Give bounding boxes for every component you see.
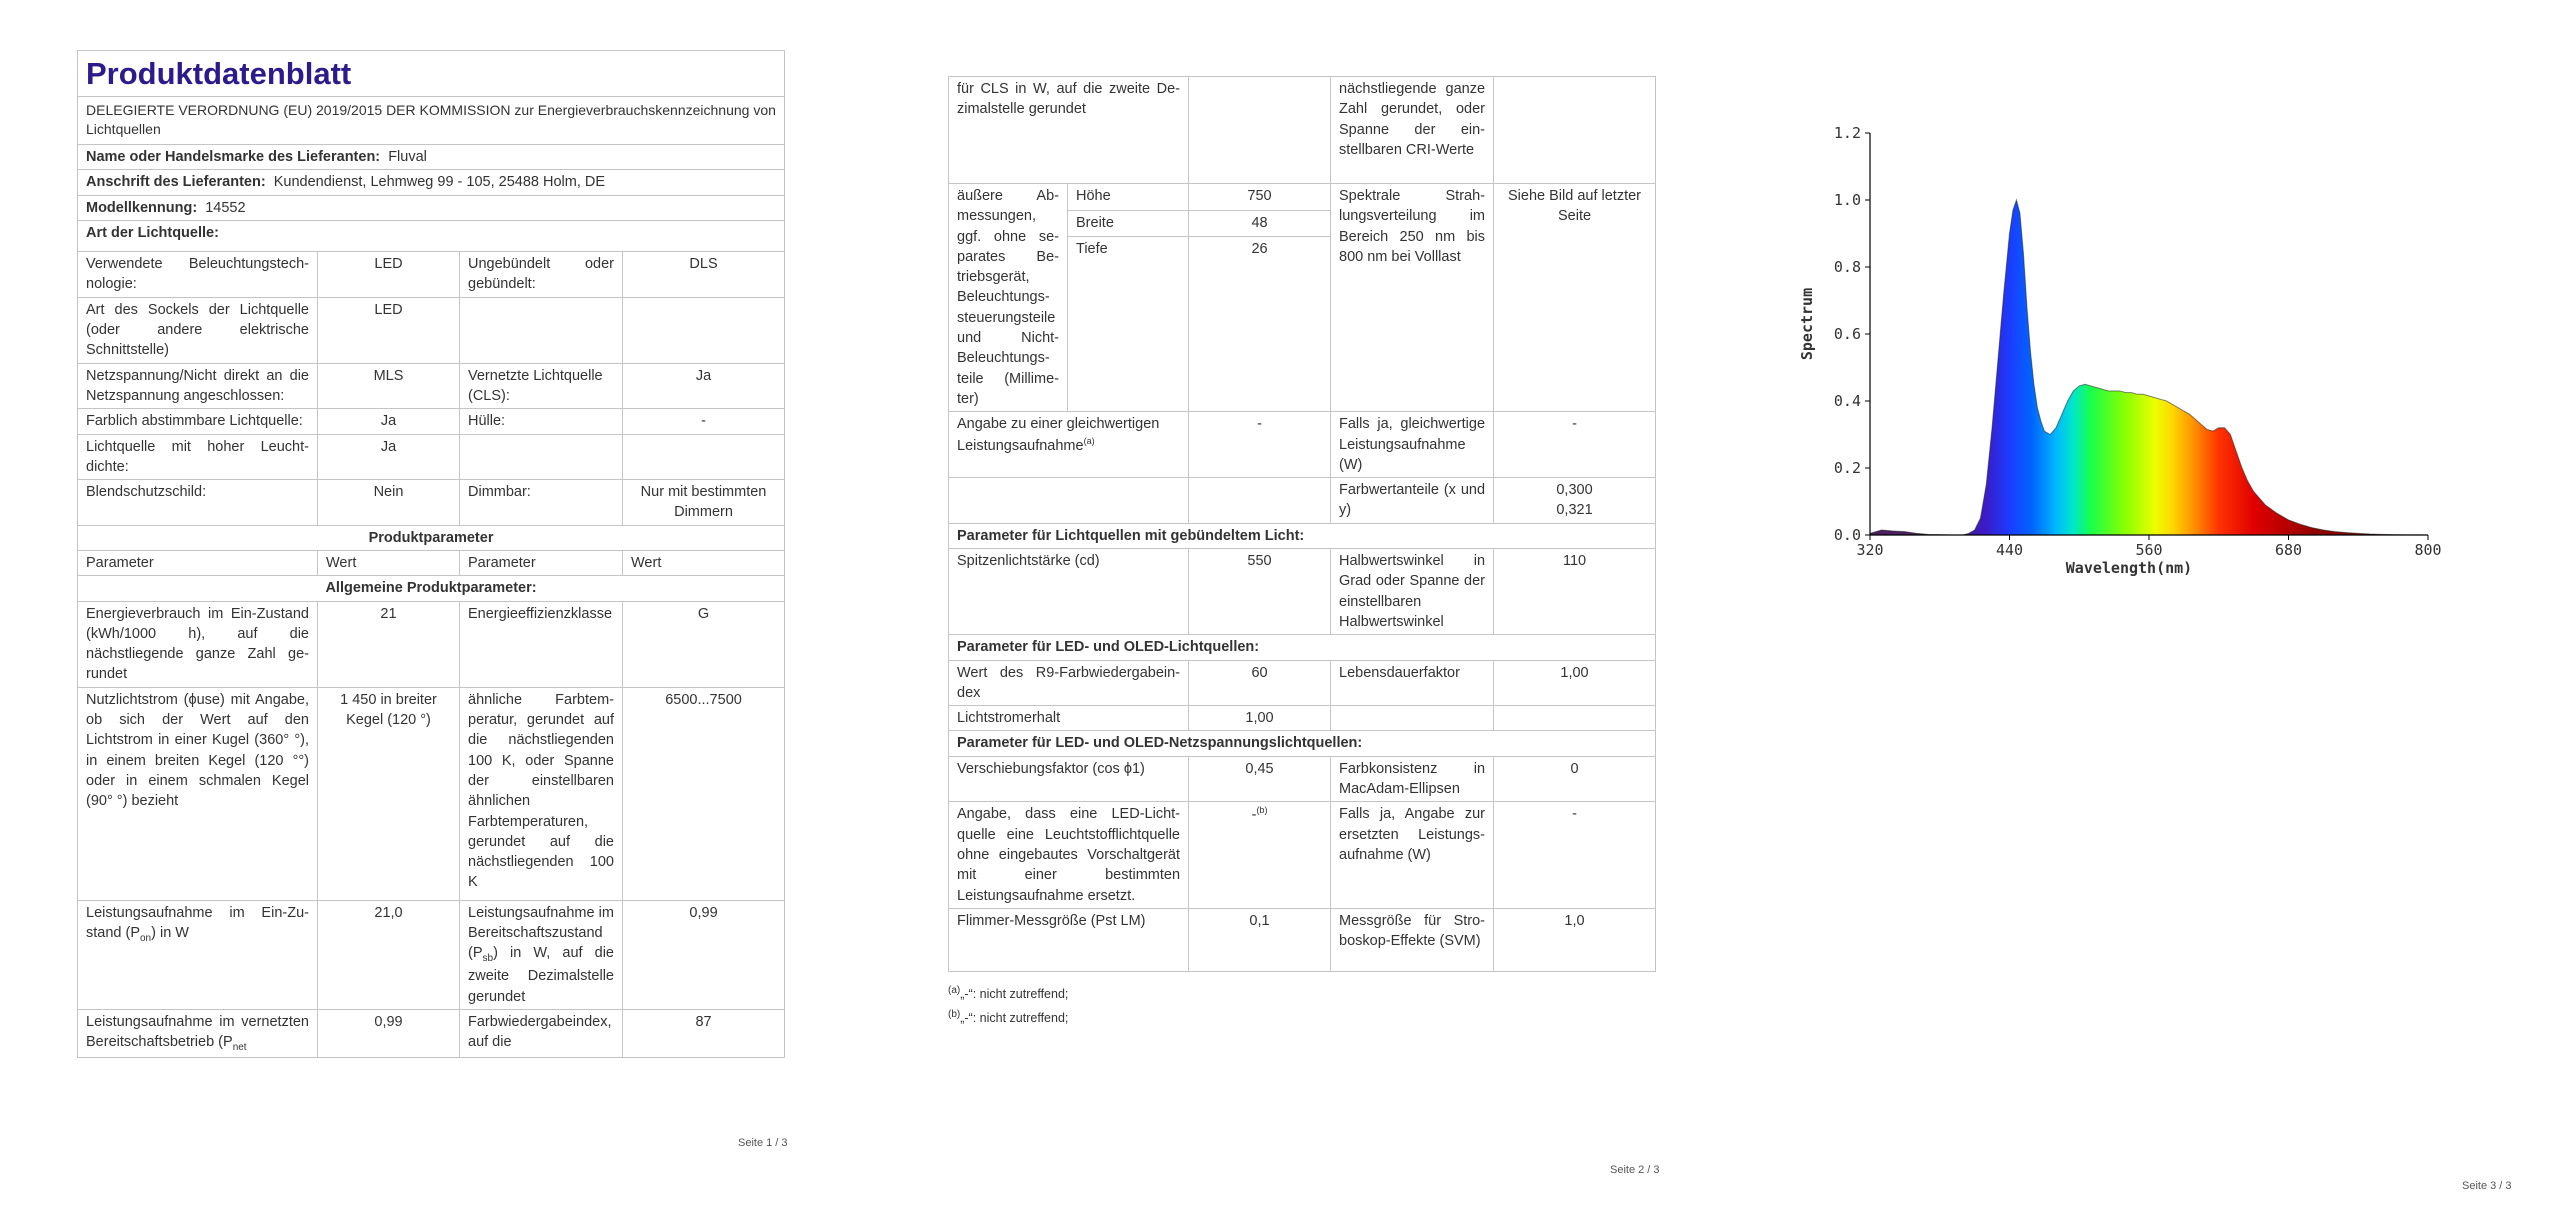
model-row <box>78 195 785 220</box>
cell-label: Farbwertanteile (x und y) <box>1331 478 1494 524</box>
cell-label: Art des Sockels der Lichtquelle (oder andere elektrische Schnittstelle) <box>78 297 318 363</box>
table-row <box>78 900 785 1009</box>
cell-label: Lichtstromerhalt <box>949 706 1189 731</box>
cell-value: - <box>1494 412 1656 478</box>
cell-label: Spektrale Strahlungsverteilung im Bereich 250 nm bis 800 nm bei Volllast <box>1331 184 1494 412</box>
cell-value: MLS <box>318 363 460 409</box>
cell-value: 0,99 <box>318 1009 460 1057</box>
cell-label: Lichtquelle mit hoher Leuchtdichte: <box>78 434 318 480</box>
y-tick-label: 0.4 <box>1833 392 1861 410</box>
cell-label <box>949 478 1189 524</box>
cell-value <box>623 297 785 363</box>
y-tick-label: 0.8 <box>1833 258 1861 276</box>
table-row <box>78 434 785 480</box>
cell-label: Energieeffizienzklasse <box>460 601 623 687</box>
table-row <box>78 297 785 363</box>
cell-label <box>1331 706 1494 731</box>
cell-value <box>1189 478 1331 524</box>
cell-value <box>1494 706 1656 731</box>
page-number: Seite 1 / 3 <box>738 1137 788 1149</box>
cell-value: Ja <box>318 434 460 480</box>
table-row <box>949 802 1656 908</box>
cell-label: Lebensdauerfaktor <box>1331 660 1494 706</box>
table-row <box>78 1009 785 1057</box>
x-axis-label: Wavelength(nm) <box>2065 559 2193 577</box>
spectrum-chart-svg <box>1778 112 2478 612</box>
cell-value: Ja <box>623 363 785 409</box>
supplier-label: Name oder Handelsmarke des Lieferanten: <box>86 148 381 165</box>
section-bundled: Parameter für Lichtquellen mit gebündeltem Licht: <box>949 523 1656 548</box>
cell-value: 110 <box>1494 549 1656 635</box>
cell-label: Farblich abstimmbare Lichtquelle: <box>78 409 318 434</box>
dims-label: äußere Abmessungen, ggf. ohne separates Betriebsgerät, Beleuchtungssteuerungsteile und Nicht-Beleuchtungsteile (Millimeter) <box>949 184 1068 412</box>
cell-label: Spitzenlichtstärke (cd) <box>949 549 1189 635</box>
y-axis-label: Spectrum <box>1798 287 1816 361</box>
table-row <box>949 184 1656 211</box>
table-header-row <box>78 550 785 575</box>
cell-label: Farbkonsistenz in MacAdam-Ellipsen <box>1331 756 1494 802</box>
cell-label: Wert des R9-Farbwiedergabeindex <box>949 660 1189 706</box>
table-row <box>78 687 785 900</box>
supplier-value: Fluval <box>388 148 427 165</box>
cell-label: Verschiebungsfaktor (cos ϕ1) <box>949 756 1189 802</box>
x-tick-label: 440 <box>1995 541 2024 559</box>
dim-value: 750 <box>1189 184 1331 211</box>
cell-label: Messgröße für Stroboskop-Effekte (SVM) <box>1331 908 1494 971</box>
cell-label: Farbwiedergabeindex, auf die <box>460 1009 623 1057</box>
cell-value: 0,99 <box>623 900 785 1009</box>
table-row <box>949 706 1656 731</box>
cell-value: DLS <box>623 252 785 298</box>
cell-label: Verwendete Beleuchtungstechnologie: <box>78 252 318 298</box>
cell-label: Angabe, dass eine LED-Lichtquelle eine Leuchtstofflichtquelle ohne eingebautes Vorschaltgerät mit einer bestimmten Leistungsaufnahme ersetzt. <box>949 802 1189 908</box>
cell-value: LED <box>318 252 460 298</box>
regulation-text: DELEGIERTE VERORDNUNG (EU) 2019/2015 DER KOMMISSION zur Energieverbrauchskennzeichnung von Lichtquellen <box>78 96 785 144</box>
cell-label: Leistungsaufnahme im Bereitschaftszustand $(P_{sb})$ in W, auf die zweite Dezimalstelle gerundet <box>460 900 623 1009</box>
cell-label: Flimmer-Messgröße (Pst LM) <box>949 908 1189 971</box>
cell-label: Nutzlichtstrom (ϕuse) mit Angabe, ob sich der Wert auf den Lichtstrom in einer Kugel (360° °), in einem breiten Kegel (120 °°) oder in einem schmalen Kegel (90° °) bezieht <box>78 687 318 900</box>
cell-value: 1,00 <box>1494 660 1656 706</box>
spectrum-area <box>1870 200 2428 535</box>
y-tick-label: 1.2 <box>1833 124 1861 142</box>
address-label: Anschrift des Lieferanten: <box>86 174 266 191</box>
cell-value: 1 450 in breiter Kegel (120 °) <box>318 687 460 900</box>
cell-label: Leistungsaufnahme im vernetzten Bereitschaftsbetrieb ($P_{net}$ <box>78 1009 318 1057</box>
cell-value: 60 <box>1189 660 1331 706</box>
cell-value: 0 <box>1494 756 1656 802</box>
cell-value: 6500...7500 <box>623 687 785 900</box>
cell-label: Netzspannung/Nicht direkt an die Netzspannung angeschlossen: <box>78 363 318 409</box>
col-header-value: Wert <box>318 550 460 575</box>
y-tick-label: 1.0 <box>1833 191 1861 209</box>
cell-label: Halbwertswinkel in Grad oder Spanne der einstellbaren Halbwertswinkel <box>1331 549 1494 635</box>
page-3 <box>1720 0 2560 1206</box>
section-mains: Parameter für LED- und OLED-Netzspannungslichtquellen: <box>949 731 1656 756</box>
section-product-params: Produktparameter <box>78 525 785 550</box>
col-header-param: Parameter <box>78 550 318 575</box>
table-row <box>949 908 1656 971</box>
x-tick-label: 800 <box>2414 541 2442 559</box>
dim-label: Tiefe <box>1068 237 1189 412</box>
cell-value: Nur mit bestimmten Dimmern <box>623 480 785 526</box>
col-header-value2: Wert <box>623 550 785 575</box>
table-row <box>949 412 1656 478</box>
y-tick-label: 0.2 <box>1833 459 1861 477</box>
table-row <box>78 409 785 434</box>
page-number: Seite 2 / 3 <box>1610 1164 1660 1176</box>
cell-value <box>1189 77 1331 184</box>
page-2 <box>860 0 1720 1206</box>
address-row <box>78 170 785 195</box>
col-header-param2: Parameter <box>460 550 623 575</box>
table-row <box>78 601 785 687</box>
supplier-row <box>78 144 785 169</box>
cell-value: 0,45 <box>1189 756 1331 802</box>
cell-label: Ungebündelt oder gebündelt: <box>460 252 623 298</box>
cell-label: Leistungsaufnahme im Ein-Zustand $(P_{on})$ in W <box>78 900 318 1009</box>
cell-label <box>460 297 623 363</box>
y-tick-label: 0.6 <box>1833 325 1861 343</box>
doc-title: Produktdatenblatt <box>78 51 785 97</box>
x-tick-label: 320 <box>1856 541 1884 559</box>
cell-value: 21,0 <box>318 900 460 1009</box>
table-row <box>78 480 785 526</box>
cell-value: 1,0 <box>1494 908 1656 971</box>
cell-label: Hülle: <box>460 409 623 434</box>
section-general-params: Allgemeine Produktparameter: <box>78 576 785 601</box>
dim-value: 26 <box>1189 237 1331 412</box>
cell-value: - <box>1494 802 1656 908</box>
cell-label: ähnliche Farbtemperatur, gerundet auf die nächstliegenden 100 K, oder Spanne der einstellbaren ähnlichen Farbtemperaturen, gerundet auf die nächstliegenden 100 K <box>460 687 623 900</box>
cell-value <box>623 434 785 480</box>
cell-label: Blendschutzschild: <box>78 480 318 526</box>
footnote-a: $^{(a)}$„-“: nicht zutreffend; <box>948 985 1069 1002</box>
table-row <box>78 252 785 298</box>
cell-value: Siehe Bild auf letzter Seite <box>1494 184 1656 412</box>
model-value: 14552 <box>205 199 246 216</box>
table-row <box>78 363 785 409</box>
cell-value: - <box>623 409 785 434</box>
section-led: Parameter für LED- und OLED-Lichtquellen: <box>949 635 1656 660</box>
datasheet-table-page2 <box>948 76 1656 972</box>
cell-value <box>1494 77 1656 184</box>
cell-label: Energieverbrauch im Ein-Zustand (kWh/1000 h), auf die nächstliegende ganze Zahl gerundet <box>78 601 318 687</box>
cell-value <box>1494 478 1656 524</box>
cell-value: LED <box>318 297 460 363</box>
cell-value: 87 <box>623 1009 785 1057</box>
cell-label: Vernetzte Lichtquelle (CLS): <box>460 363 623 409</box>
table-row <box>949 549 1656 635</box>
cell-value: 550 <box>1189 549 1331 635</box>
datasheet-table-page1 <box>77 50 785 1058</box>
dim-label: Höhe <box>1068 184 1189 211</box>
cell-value: 21 <box>318 601 460 687</box>
cell-label: Falls ja, gleichwertige Leistungsaufnahme (W) <box>1331 412 1494 478</box>
page-1 <box>0 0 860 1206</box>
page-number: Seite 3 / 3 <box>2462 1180 2512 1192</box>
table-row <box>949 756 1656 802</box>
cell-value: G <box>623 601 785 687</box>
cell-label: Falls ja, Angabe zur ersetzten Leistungsaufnahme (W) <box>1331 802 1494 908</box>
y-tick-label: 0.0 <box>1833 526 1861 544</box>
cell-value: Nein <box>318 480 460 526</box>
table-row <box>949 660 1656 706</box>
cell-value: 0,1 <box>1189 908 1331 971</box>
footnote-b: $^{(b)}$„-“: nicht zutreffend; <box>948 1009 1069 1026</box>
cell-value: - <box>1189 412 1331 478</box>
cell-label <box>460 434 623 480</box>
cell-label: nächstliegende ganze Zahl gerundet, oder Spanne der einstellbaren CRI-Werte <box>1331 77 1494 184</box>
table-row <box>949 77 1656 184</box>
chromaticity-y: 0,321 <box>1556 502 1593 519</box>
dim-value: 48 <box>1189 210 1331 237</box>
cell-value: -$^{(b)}$ <box>1189 802 1331 908</box>
x-tick-label: 680 <box>2274 541 2303 559</box>
chromaticity-x: 0,300 <box>1556 482 1593 499</box>
address-value: Kundendienst, Lehmweg 99 - 105, 25488 Holm, DE <box>273 174 606 191</box>
lighttype-heading: Art der Lichtquelle: <box>78 220 785 251</box>
cell-value: 1,00 <box>1189 706 1331 731</box>
cell-label: Dimmbar: <box>460 480 623 526</box>
dim-label: Breite <box>1068 210 1189 237</box>
cell-value: Ja <box>318 409 460 434</box>
cell-label: Angabe zu einer gleichwertigen Leistungsaufnahme$^{(a)}$ <box>949 412 1189 478</box>
table-row <box>949 478 1656 524</box>
x-tick-label: 560 <box>2135 541 2163 559</box>
model-label: Modellkennung: <box>86 199 198 216</box>
cell-label: für CLS in W, auf die zweite Dezimalstelle gerundet <box>949 77 1189 184</box>
spectrum-chart <box>1778 112 2478 612</box>
